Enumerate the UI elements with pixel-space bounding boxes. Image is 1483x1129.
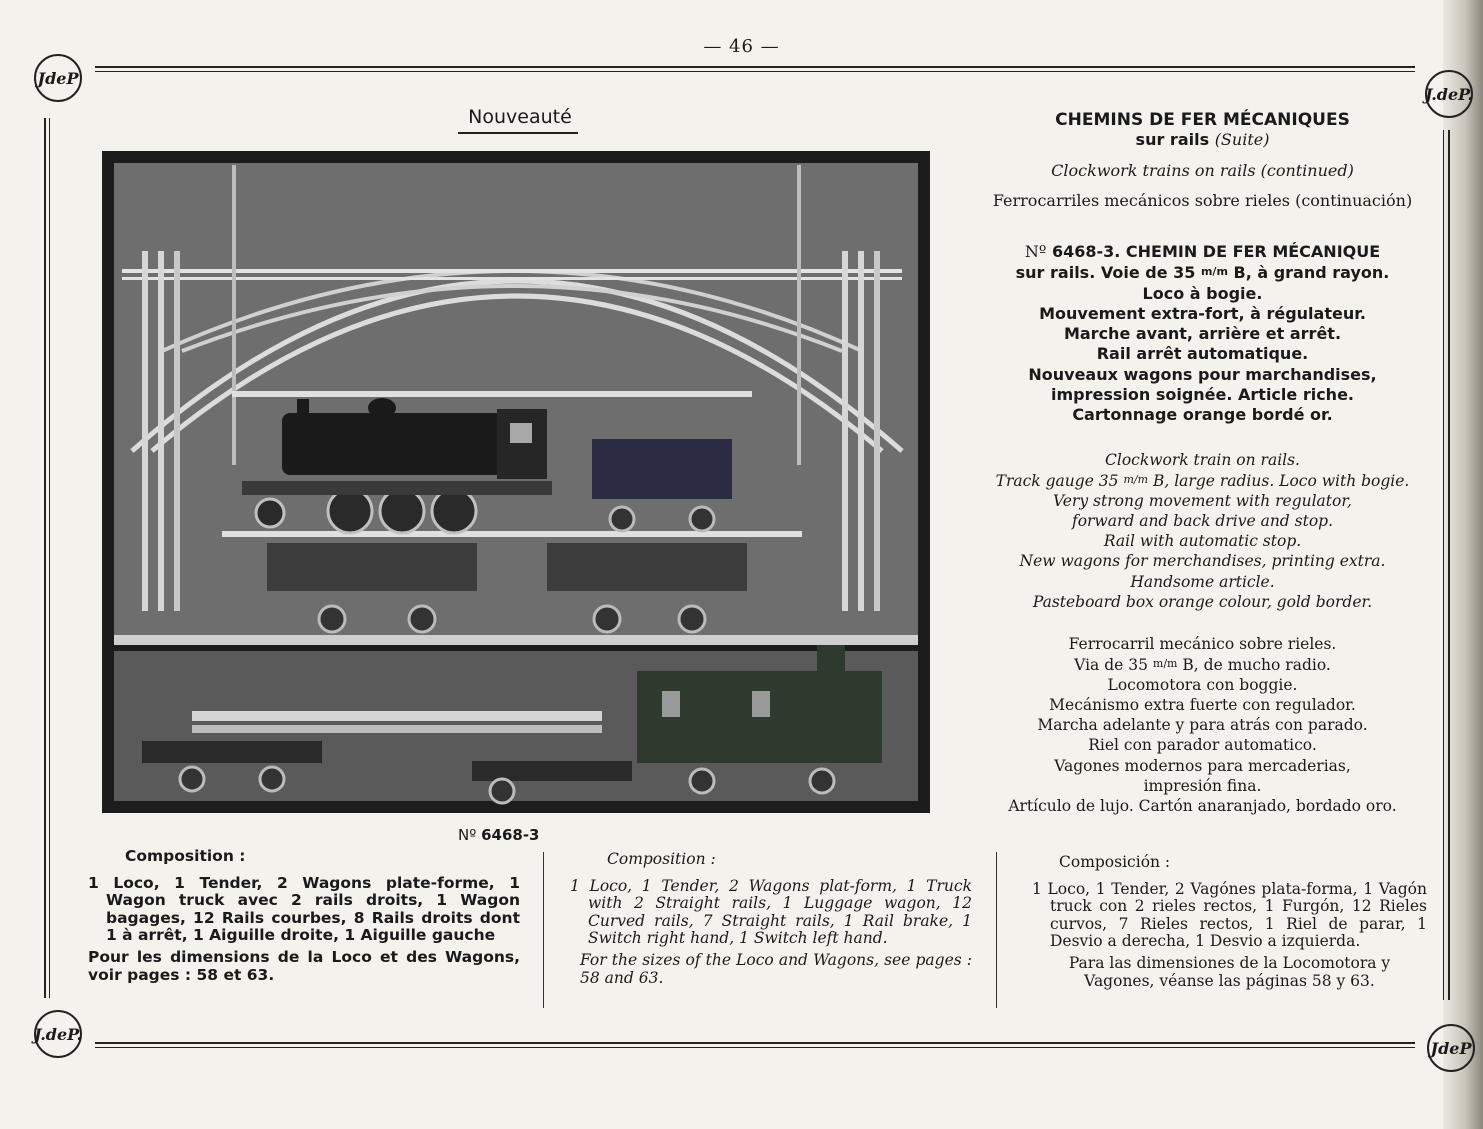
caption-prefix: Nº — [458, 826, 477, 844]
fr-line: Nouveaux wagons pour marchandises, — [1028, 364, 1377, 384]
fr-line: Loco à bogie. — [1142, 283, 1263, 303]
en-line: Clockwork train on rails. — [1105, 451, 1300, 469]
bottom-border-line — [95, 1042, 1415, 1044]
composition-body: 1 Loco, 1 Tender, 2 Wagons plate-forme, 1 Wagon truck avec 2 rails droits, 1 Wagon bagages, 12 Rails courbes, 8 Rails droits dont 1 à arrêt, 1 Aiguille droite, 1 Aiguille gauche — [88, 873, 520, 945]
es-line: Ferrocarril mecánico sobre rieles. — [1068, 635, 1337, 653]
es-line: Via de 35 m/m B, de mucho radio. — [1074, 656, 1331, 675]
fr-line: Mouvement extra-fort, à régulateur. — [1039, 303, 1366, 323]
section-subtitle-suffix: (Suite) — [1214, 130, 1270, 149]
fr-line: Marche avant, arrière et arrêt. — [1063, 324, 1342, 344]
caption-number: 6468-3 — [481, 826, 540, 844]
es-line: Marcha adelante y para atrás con parado. — [1037, 716, 1368, 735]
train-set-photo — [102, 151, 930, 813]
monogram-bottom-left: J.deP. — [34, 1010, 82, 1058]
top-border-line-thin — [95, 71, 1415, 72]
composition-heading: Composition : — [607, 850, 716, 868]
fr-line: Nº 6468-3. CHEMIN DE FER MÉCANIQUE — [1024, 242, 1381, 261]
es-line: impresión fina. — [1143, 776, 1262, 795]
fr-line: sur rails. Voie de 35 m/m B, à grand rayon. — [1015, 263, 1390, 283]
description-english — [950, 450, 1455, 612]
column-divider — [996, 852, 997, 1008]
monogram-top-left: JdeP — [34, 54, 82, 102]
photo-caption — [458, 826, 540, 844]
section-subtitle — [950, 130, 1455, 150]
gauge-unit: m/m — [1200, 265, 1228, 279]
description-french — [950, 242, 1455, 426]
es-line: Riel con parador automatico. — [1088, 736, 1317, 755]
en-line: Track gauge 35 m/m B, large radius. Loco with bogie. — [995, 472, 1410, 491]
description-spanish — [950, 634, 1455, 816]
nouveaute-underline — [458, 132, 578, 134]
es-line: Locomotora con boggie. — [1107, 676, 1298, 695]
left-border-line — [44, 118, 46, 998]
section-subtitle-text: sur rails — [1135, 130, 1210, 149]
page-number: — 46 — — [703, 36, 780, 57]
fr-line: Cartonnage orange bordé or. — [1072, 405, 1333, 425]
section-title: CHEMINS DE FER MÉCANIQUES — [1055, 110, 1350, 130]
nouveaute-heading: Nouveauté — [468, 106, 572, 128]
composition-french — [88, 848, 520, 984]
composition-spanish — [1032, 848, 1427, 990]
gauge-unit: m/m — [1123, 473, 1149, 487]
composition-note: Pour les dimensions de la Loco et des Wagons, voir pages : 58 et 63. — [88, 947, 520, 984]
composition-heading: Composition : — [125, 847, 246, 865]
monogram-bottom-right: JdeP — [1427, 1024, 1475, 1072]
en-line: New wagons for merchandises, printing extra. — [1019, 552, 1386, 571]
left-border-line-thin — [49, 118, 50, 998]
en-line: forward and back drive and stop. — [1071, 512, 1334, 531]
es-line: Vagones modernos para mercaderias, — [1054, 756, 1351, 775]
en-line: Very strong movement with regulator, — [1052, 492, 1352, 511]
composition-body: 1 Loco, 1 Tender, 2 Wagons plat-form, 1 Truck with 2 Straight rails, 1 Luggage wagon, 12 Curved rails, 7 Straight rails, 1 Rail brake, 1 Switch right hand, 1 Switch left hand. — [570, 876, 972, 948]
fr-line: Rail arrêt automatique. — [1096, 344, 1309, 364]
composition-heading: Composición : — [1059, 853, 1171, 871]
en-line: Rail with automatic stop. — [1103, 532, 1302, 551]
column-divider — [543, 852, 544, 1008]
es-line: Artículo de lujo. Cartón anaranjado, bordado oro. — [1008, 796, 1397, 815]
fr-line: impression soignée. Article riche. — [1050, 385, 1354, 405]
en-line: Pasteboard box orange colour, gold border. — [1032, 592, 1373, 611]
composition-note: Para las dimensiones de la Locomotora y Vagones, véanse las páginas 58 y 63. — [1068, 953, 1391, 990]
bottom-border-line-thin — [95, 1047, 1415, 1048]
section-title-spanish: Ferrocarriles mecánicos sobre rieles (continuación) — [992, 191, 1413, 210]
top-border-line — [95, 66, 1415, 68]
monogram-top-right: J.deP. — [1425, 70, 1473, 118]
gauge-unit: m/m — [1152, 657, 1178, 671]
composition-body: 1 Loco, 1 Tender, 2 Vagónes plata-forma, 1 Vagón truck con 2 rieles rectos, 1 Furgón, 12 Rieles curvos, 7 Rieles rectos, 1 Riel de parar, 1 Desvio a derecha, 1 Desvio a izquierda. — [1032, 879, 1427, 951]
en-line: Handsome article. — [1130, 572, 1275, 591]
es-line: Mecánismo extra fuerte con regulador. — [1049, 696, 1356, 715]
composition-note: For the sizes of the Loco and Wagons, see pages : 58 and 63. — [580, 950, 972, 987]
composition-english — [570, 848, 972, 987]
section-title-english: Clockwork trains on rails (continued) — [1051, 161, 1354, 180]
